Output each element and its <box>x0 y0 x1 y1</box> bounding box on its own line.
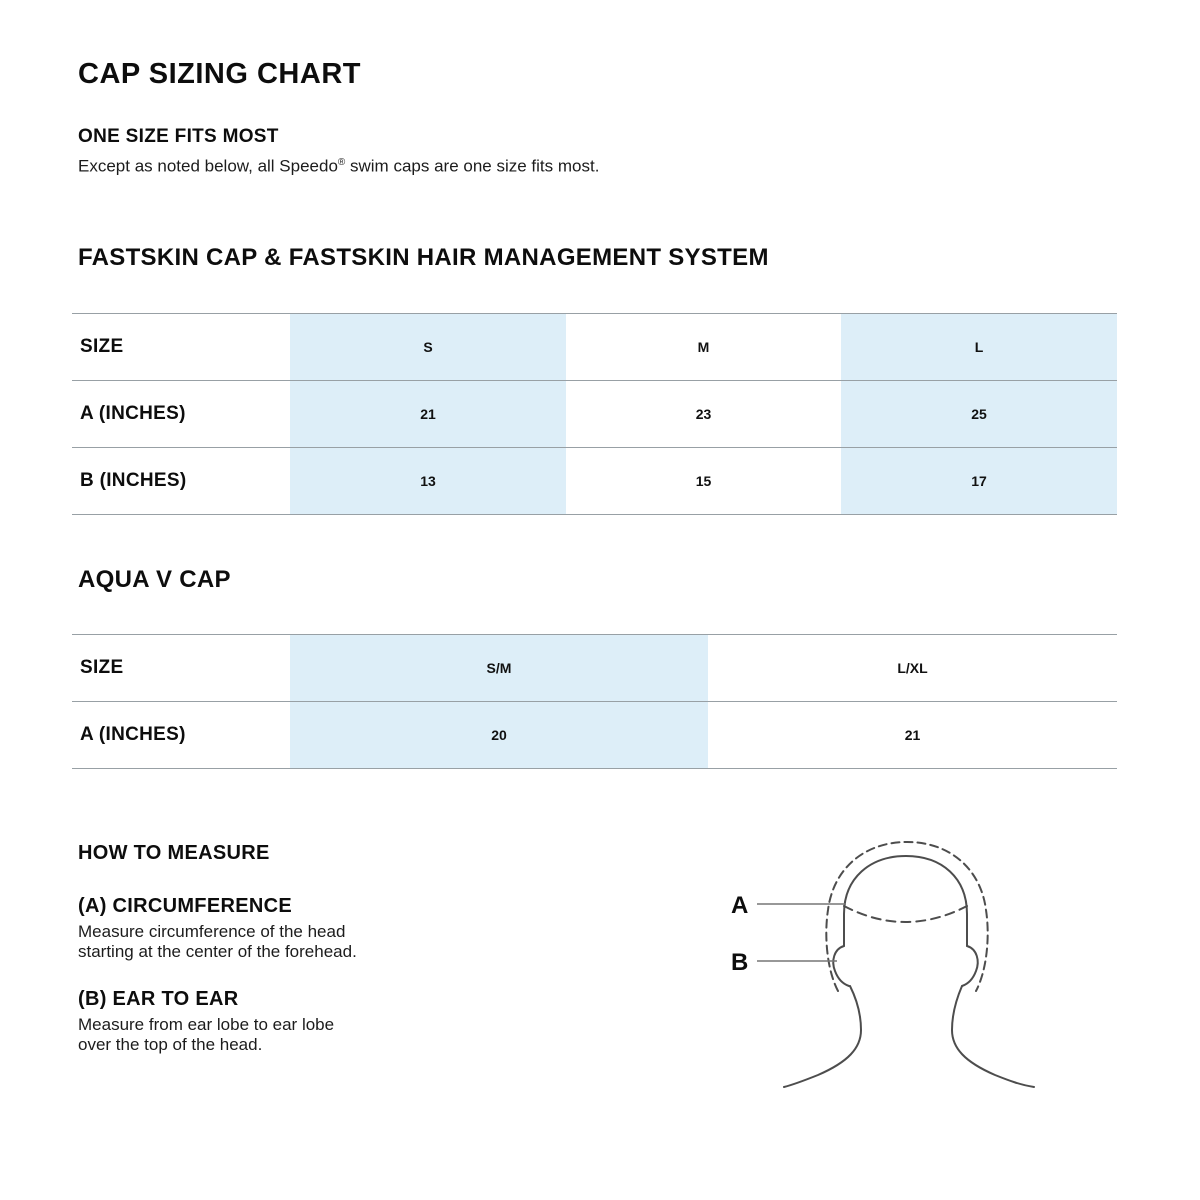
circumference-section <box>78 895 357 962</box>
fastskin-a-s-value: 21 <box>290 381 566 448</box>
how-to-measure-heading: HOW TO MEASURE <box>78 842 270 864</box>
ear-to-ear-body-line2: over the top of the head. <box>78 1035 263 1054</box>
fastskin-b-m-value: 15 <box>566 448 841 515</box>
ear-to-ear-heading: (B) EAR TO EAR <box>78 988 239 1010</box>
aqua-a-lxl-value: 21 <box>708 702 1117 769</box>
fastskin-row-a-label: A (INCHES) <box>72 381 290 448</box>
aqua-size-label: SIZE <box>80 657 124 678</box>
fastskin-row-a <box>72 381 1117 448</box>
aqua-v-cap-heading: AQUA V CAP <box>78 566 231 593</box>
circumference-heading: (A) CIRCUMFERENCE <box>78 895 292 917</box>
aqua-col-header-sm: S/M <box>290 635 708 702</box>
one-size-body-suffix: swim caps are one size fits most. <box>345 156 600 176</box>
circumference-body-line2: starting at the center of the forehead. <box>78 942 357 961</box>
fastskin-heading: FASTSKIN CAP & FASTSKIN HAIR MANAGEMENT SYSTEM <box>78 244 769 271</box>
page-title: CAP SIZING CHART <box>78 58 361 90</box>
registered-trademark-mark: ® <box>337 157 346 168</box>
fastskin-b-s-value: 13 <box>290 448 566 515</box>
ear-to-ear-body-line1: Measure from ear lobe to ear lobe <box>78 1015 335 1034</box>
fastskin-col-header-l: L <box>841 314 1117 381</box>
left-neck-shoulder <box>784 986 861 1087</box>
one-size-body-prefix: Except as noted below, all Speedo <box>78 156 338 176</box>
fastskin-row-b <box>72 448 1117 515</box>
fastskin-col-header-s: S <box>290 314 566 381</box>
one-size-section <box>78 126 599 177</box>
left-ear <box>833 946 849 986</box>
one-size-body <box>78 153 599 177</box>
circumference-line-dashed <box>844 906 967 922</box>
fastskin-b-l-value: 17 <box>841 448 1117 515</box>
aqua-row-a-label: A (INCHES) <box>72 702 290 769</box>
fastskin-col-header-m: M <box>697 339 710 355</box>
aqua-header-row <box>72 635 1117 702</box>
circumference-body-line1: Measure circumference of the head <box>78 922 346 941</box>
head-outline <box>844 856 967 946</box>
fastskin-header-row <box>72 314 1117 381</box>
fastskin-size-table <box>72 313 1117 515</box>
fastskin-row-b-label: B (INCHES) <box>72 448 290 515</box>
fastskin-size-label: SIZE <box>80 336 124 357</box>
aqua-a-sm-value: 20 <box>290 702 708 769</box>
cap-outline-dashed <box>826 842 987 991</box>
head-measurement-diagram <box>700 818 1060 1108</box>
diagram-label-b: B <box>731 949 749 976</box>
aqua-v-size-table <box>72 634 1117 769</box>
ear-to-ear-section <box>78 988 334 1055</box>
fastskin-a-l-value: 25 <box>841 381 1117 448</box>
one-size-heading: ONE SIZE FITS MOST <box>78 126 279 147</box>
right-ear <box>962 946 978 986</box>
right-neck-shoulder <box>952 986 1034 1087</box>
diagram-label-a: A <box>731 892 749 919</box>
fastskin-a-m-value: 23 <box>566 381 841 448</box>
aqua-col-header-lxl: L/XL <box>897 660 928 676</box>
aqua-row-a <box>72 702 1117 769</box>
